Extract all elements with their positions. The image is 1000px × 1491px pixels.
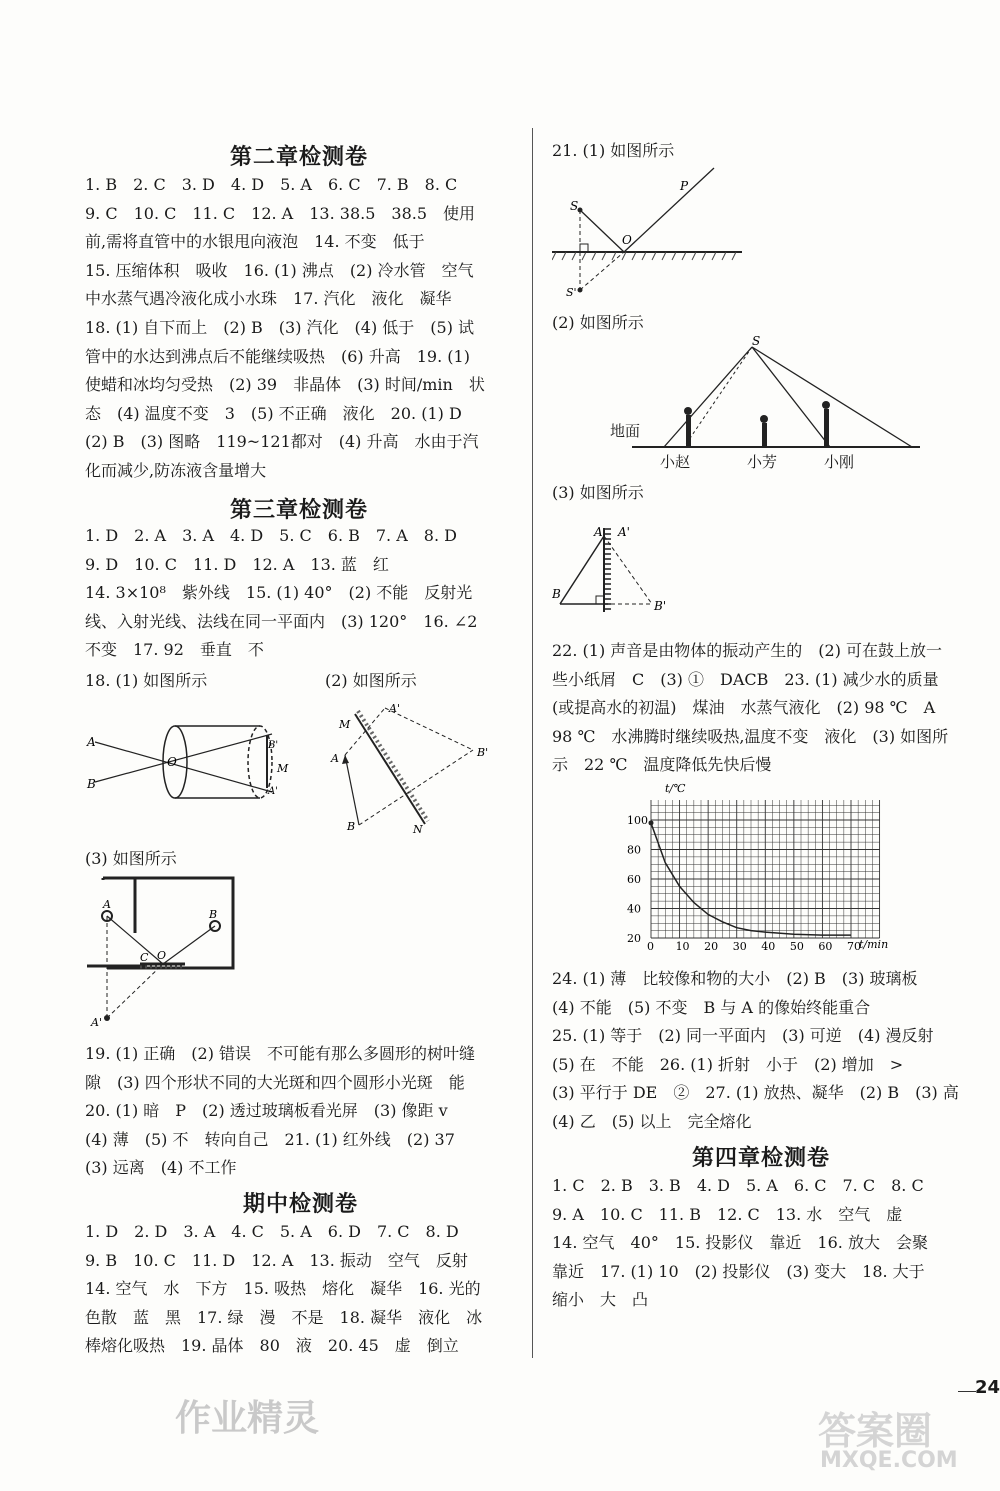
- svg-text:A': A': [268, 786, 278, 797]
- chapter4-title: 第四章检测卷: [692, 1146, 831, 1171]
- svg-text:B': B': [477, 746, 489, 759]
- person-label-2: 小芳: [747, 453, 778, 471]
- svg-text:A': A': [389, 702, 400, 715]
- answer-line: 中水蒸气遇冷液化成小水珠 17. 汽化 液化 凝华: [85, 289, 452, 309]
- svg-text:B': B': [268, 740, 279, 751]
- q21-2-label: (2) 如图所示: [552, 313, 644, 332]
- answer-line: (3) 平行于 DE ② 27. (1) 放热、凝华 (2) B (3) 高: [552, 1083, 959, 1103]
- svg-text:O: O: [157, 949, 167, 962]
- svg-text:B: B: [209, 908, 218, 921]
- answer-line: 20. (1) 暗 P (2) 透过玻璃板看光屏 (3) 像距 v: [85, 1101, 448, 1121]
- page-number: 24: [974, 1377, 1000, 1398]
- svg-text:S: S: [752, 335, 761, 348]
- page-number-dash: [958, 1391, 976, 1392]
- answer-line: (5) 在 不能 26. (1) 折射 小于 (2) 增加 >: [552, 1054, 904, 1074]
- answer-line: 缩小 大 凸: [552, 1290, 649, 1310]
- answer-line: 色散 蓝 黑 17. 绿 漫 不是 18. 凝华 液化 冰: [85, 1307, 483, 1327]
- answer-line: 9. B 10. C 11. D 12. A 13. 振动 空气 反射: [85, 1250, 468, 1270]
- answer-line: 使蜡和冰均匀受热 (2) 39 非晶体 (3) 时间/min 状: [85, 375, 485, 395]
- answer-line: 18. (1) 自下而上 (2) B (3) 汽化 (4) 低于 (5) 试: [85, 317, 475, 337]
- answer-line: 管中的水达到沸点后不能继续吸热 (6) 升高 19. (1): [85, 346, 470, 366]
- chart-ylabel: t/℃: [665, 782, 686, 795]
- q21-3-label: (3) 如图所示: [552, 483, 644, 502]
- ground-label: 地面: [610, 422, 641, 440]
- answer-line: 19. (1) 正确 (2) 错误 不可能有那么多圆形的树叶缝: [85, 1044, 476, 1063]
- answer-line: 些小纸屑 C (3) ① DACB 23. (1) 减少水的质量: [552, 669, 939, 689]
- answer-line: 线、入射光线、法线在同一平面内 (3) 120° 16. ∠2: [85, 611, 478, 631]
- answer-line: 1. D 2. A 3. A 4. D 5. C 6. B 7. A 8. D: [85, 526, 457, 545]
- watermark-3: MXQE.COM: [820, 1448, 958, 1473]
- chart-x-tick: 70: [847, 940, 861, 953]
- svg-text:B': B': [654, 599, 667, 613]
- svg-text:S: S: [570, 199, 579, 213]
- q22-23-answers: [552, 637, 982, 780]
- svg-text:A: A: [594, 525, 603, 539]
- svg-text:B: B: [552, 587, 561, 601]
- answer-line: 前,需将直管中的水银甩向液泡 14. 不变 低于: [85, 232, 425, 252]
- plane-mirror-diagram: [325, 700, 505, 835]
- chart-y-tick: 100: [627, 814, 648, 827]
- chart-x-tick: 50: [789, 940, 804, 953]
- watermark-1: 作业精灵: [175, 1398, 320, 1439]
- answer-line: 1. D 2. D 3. A 4. C 5. A 6. D 7. C 8. D: [85, 1222, 459, 1241]
- svg-text:C: C: [140, 951, 149, 964]
- midterm-answers: [85, 1218, 520, 1361]
- answer-line: (4) 乙 (5) 以上 完全熔化: [552, 1111, 752, 1131]
- chart-grid: [651, 800, 880, 938]
- q18-3-label: (3) 如图所示: [85, 849, 177, 868]
- answer-line: 9. D 10. C 11. D 12. A 13. 蓝 红: [85, 554, 389, 574]
- chart-x-tick: 60: [818, 940, 833, 953]
- answer-line: 1. B 2. C 3. D 4. D 5. A 6. C 7. B 8. C: [85, 175, 458, 194]
- chart-x-tick: 40: [761, 940, 776, 953]
- svg-text:O: O: [622, 233, 632, 247]
- midterm-title: 期中检测卷: [243, 1192, 359, 1217]
- chart-y-tick: 60: [627, 873, 641, 886]
- answer-line: 化而减少,防冻液含量增大: [85, 460, 267, 480]
- chart-x-tick: 10: [675, 940, 690, 953]
- pinhole-camera-diagram: [85, 722, 295, 812]
- answer-line: 22. (1) 声音是由物体的振动产生的 (2) 可在鼓上放一: [552, 641, 943, 660]
- answer-line: 棒熔化吸热 19. 晶体 80 液 20. 45 虚 倒立: [85, 1336, 459, 1356]
- answer-line: 15. 压缩体积 吸收 16. (1) 沸点 (2) 冷水管 空气: [85, 260, 474, 280]
- svg-text:A': A': [91, 1016, 102, 1029]
- chart-x-tick: 30: [732, 940, 747, 953]
- chapter3-answers-cont: [85, 1040, 520, 1183]
- answer-line: 14. 空气 40° 15. 投影仪 靠近 16. 放大 会聚: [552, 1233, 928, 1253]
- answer-line: 9. A 10. C 11. B 12. C 13. 水 空气 虚: [552, 1204, 903, 1224]
- svg-text:B: B: [87, 777, 96, 791]
- svg-text:B: B: [347, 820, 356, 833]
- answer-line: (4) 不能 (5) 不变 B 与 A 的像始终能重合: [552, 997, 871, 1017]
- answer-line: (4) 薄 (5) 不 转向自己 21. (1) 红外线 (2) 37: [85, 1129, 455, 1149]
- chart-y-tick: 80: [627, 843, 641, 857]
- room-reflection-diagram: [85, 868, 245, 1033]
- watermark-2: 答案圈: [818, 1409, 933, 1453]
- chapter3-answers: [85, 522, 520, 665]
- chart-point: [649, 820, 654, 825]
- answer-line: (或提高水的初温) 煤油 水蒸气液化 (2) 98 ℃ A: [552, 698, 936, 718]
- svg-text:A: A: [331, 752, 339, 765]
- chart-xlabel: t/min: [859, 938, 889, 951]
- vertical-mirror-diagram: [552, 520, 692, 620]
- chapter3-title: 第三章检测卷: [230, 498, 369, 523]
- person-label-3: 小刚: [824, 453, 855, 471]
- answer-line: 24. (1) 薄 比较像和物的大小 (2) B (3) 玻璃板: [552, 969, 918, 988]
- answer-line: 98 ℃ 水沸腾时继续吸热,温度不变 液化 (3) 如图所: [552, 726, 949, 746]
- chart-x-tick: 20: [704, 940, 719, 953]
- q18-1-label: 18. (1) 如图所示: [85, 671, 208, 690]
- cooling-curve-chart: [607, 780, 907, 960]
- answer-line: 25. (1) 等于 (2) 同一平面内 (3) 可逆 (4) 漫反射: [552, 1026, 934, 1046]
- svg-text:A': A': [618, 525, 630, 539]
- answer-line: 14. 空气 水 下方 15. 吸热 熔化 凝华 16. 光的: [85, 1279, 481, 1299]
- answer-line: (2) B (3) 图略 119~121都对 (4) 升高 水由于汽: [85, 432, 479, 452]
- answer-line: 不变 17. 92 垂直 不: [85, 640, 264, 660]
- svg-text:M: M: [277, 762, 289, 775]
- chart-y-tick: 40: [627, 902, 641, 916]
- svg-text:O: O: [167, 755, 177, 769]
- shadow-diagram: [602, 335, 932, 470]
- answer-line: 隙 (3) 四个形状不同的大光斑和四个圆形小光斑 能: [85, 1072, 465, 1092]
- answer-line: (3) 远离 (4) 不工作: [85, 1158, 237, 1178]
- chapter2-answers: [85, 171, 520, 486]
- mirror-reflection-diagram: [552, 160, 752, 300]
- svg-text:P: P: [680, 179, 689, 193]
- answer-line: 14. 3×10⁸ 紫外线 15. (1) 40° (2) 不能 反射光: [85, 583, 473, 603]
- q18-2-label: (2) 如图所示: [325, 671, 417, 690]
- chapter2-title: 第二章检测卷: [230, 145, 369, 170]
- column-divider: [532, 128, 533, 1358]
- chart-x-tick: 0: [647, 940, 654, 953]
- svg-text:M: M: [339, 718, 351, 731]
- svg-text:S': S': [566, 286, 577, 299]
- answer-line: 态 (4) 温度不变 3 (5) 不正确 液化 20. (1) D: [85, 403, 462, 423]
- q24-27-answers: [552, 965, 982, 1137]
- answer-line: 靠近 17. (1) 10 (2) 投影仪 (3) 变大 18. 大于: [552, 1261, 925, 1281]
- svg-text:A: A: [103, 898, 111, 911]
- q21-1-label: 21. (1) 如图所示: [552, 141, 675, 160]
- chart-y-tick: 20: [627, 932, 641, 945]
- answer-line: 示 22 ℃ 温度降低先快后慢: [552, 755, 772, 775]
- svg-text:A: A: [87, 735, 96, 749]
- chapter4-answers: [552, 1172, 982, 1315]
- svg-text:N: N: [413, 823, 423, 835]
- answer-line: 9. C 10. C 11. C 12. A 13. 38.5 38.5 使用: [85, 203, 476, 223]
- answer-line: 1. C 2. B 3. B 4. D 5. A 6. C 7. C 8. C: [552, 1176, 924, 1195]
- person-label-1: 小赵: [660, 453, 691, 471]
